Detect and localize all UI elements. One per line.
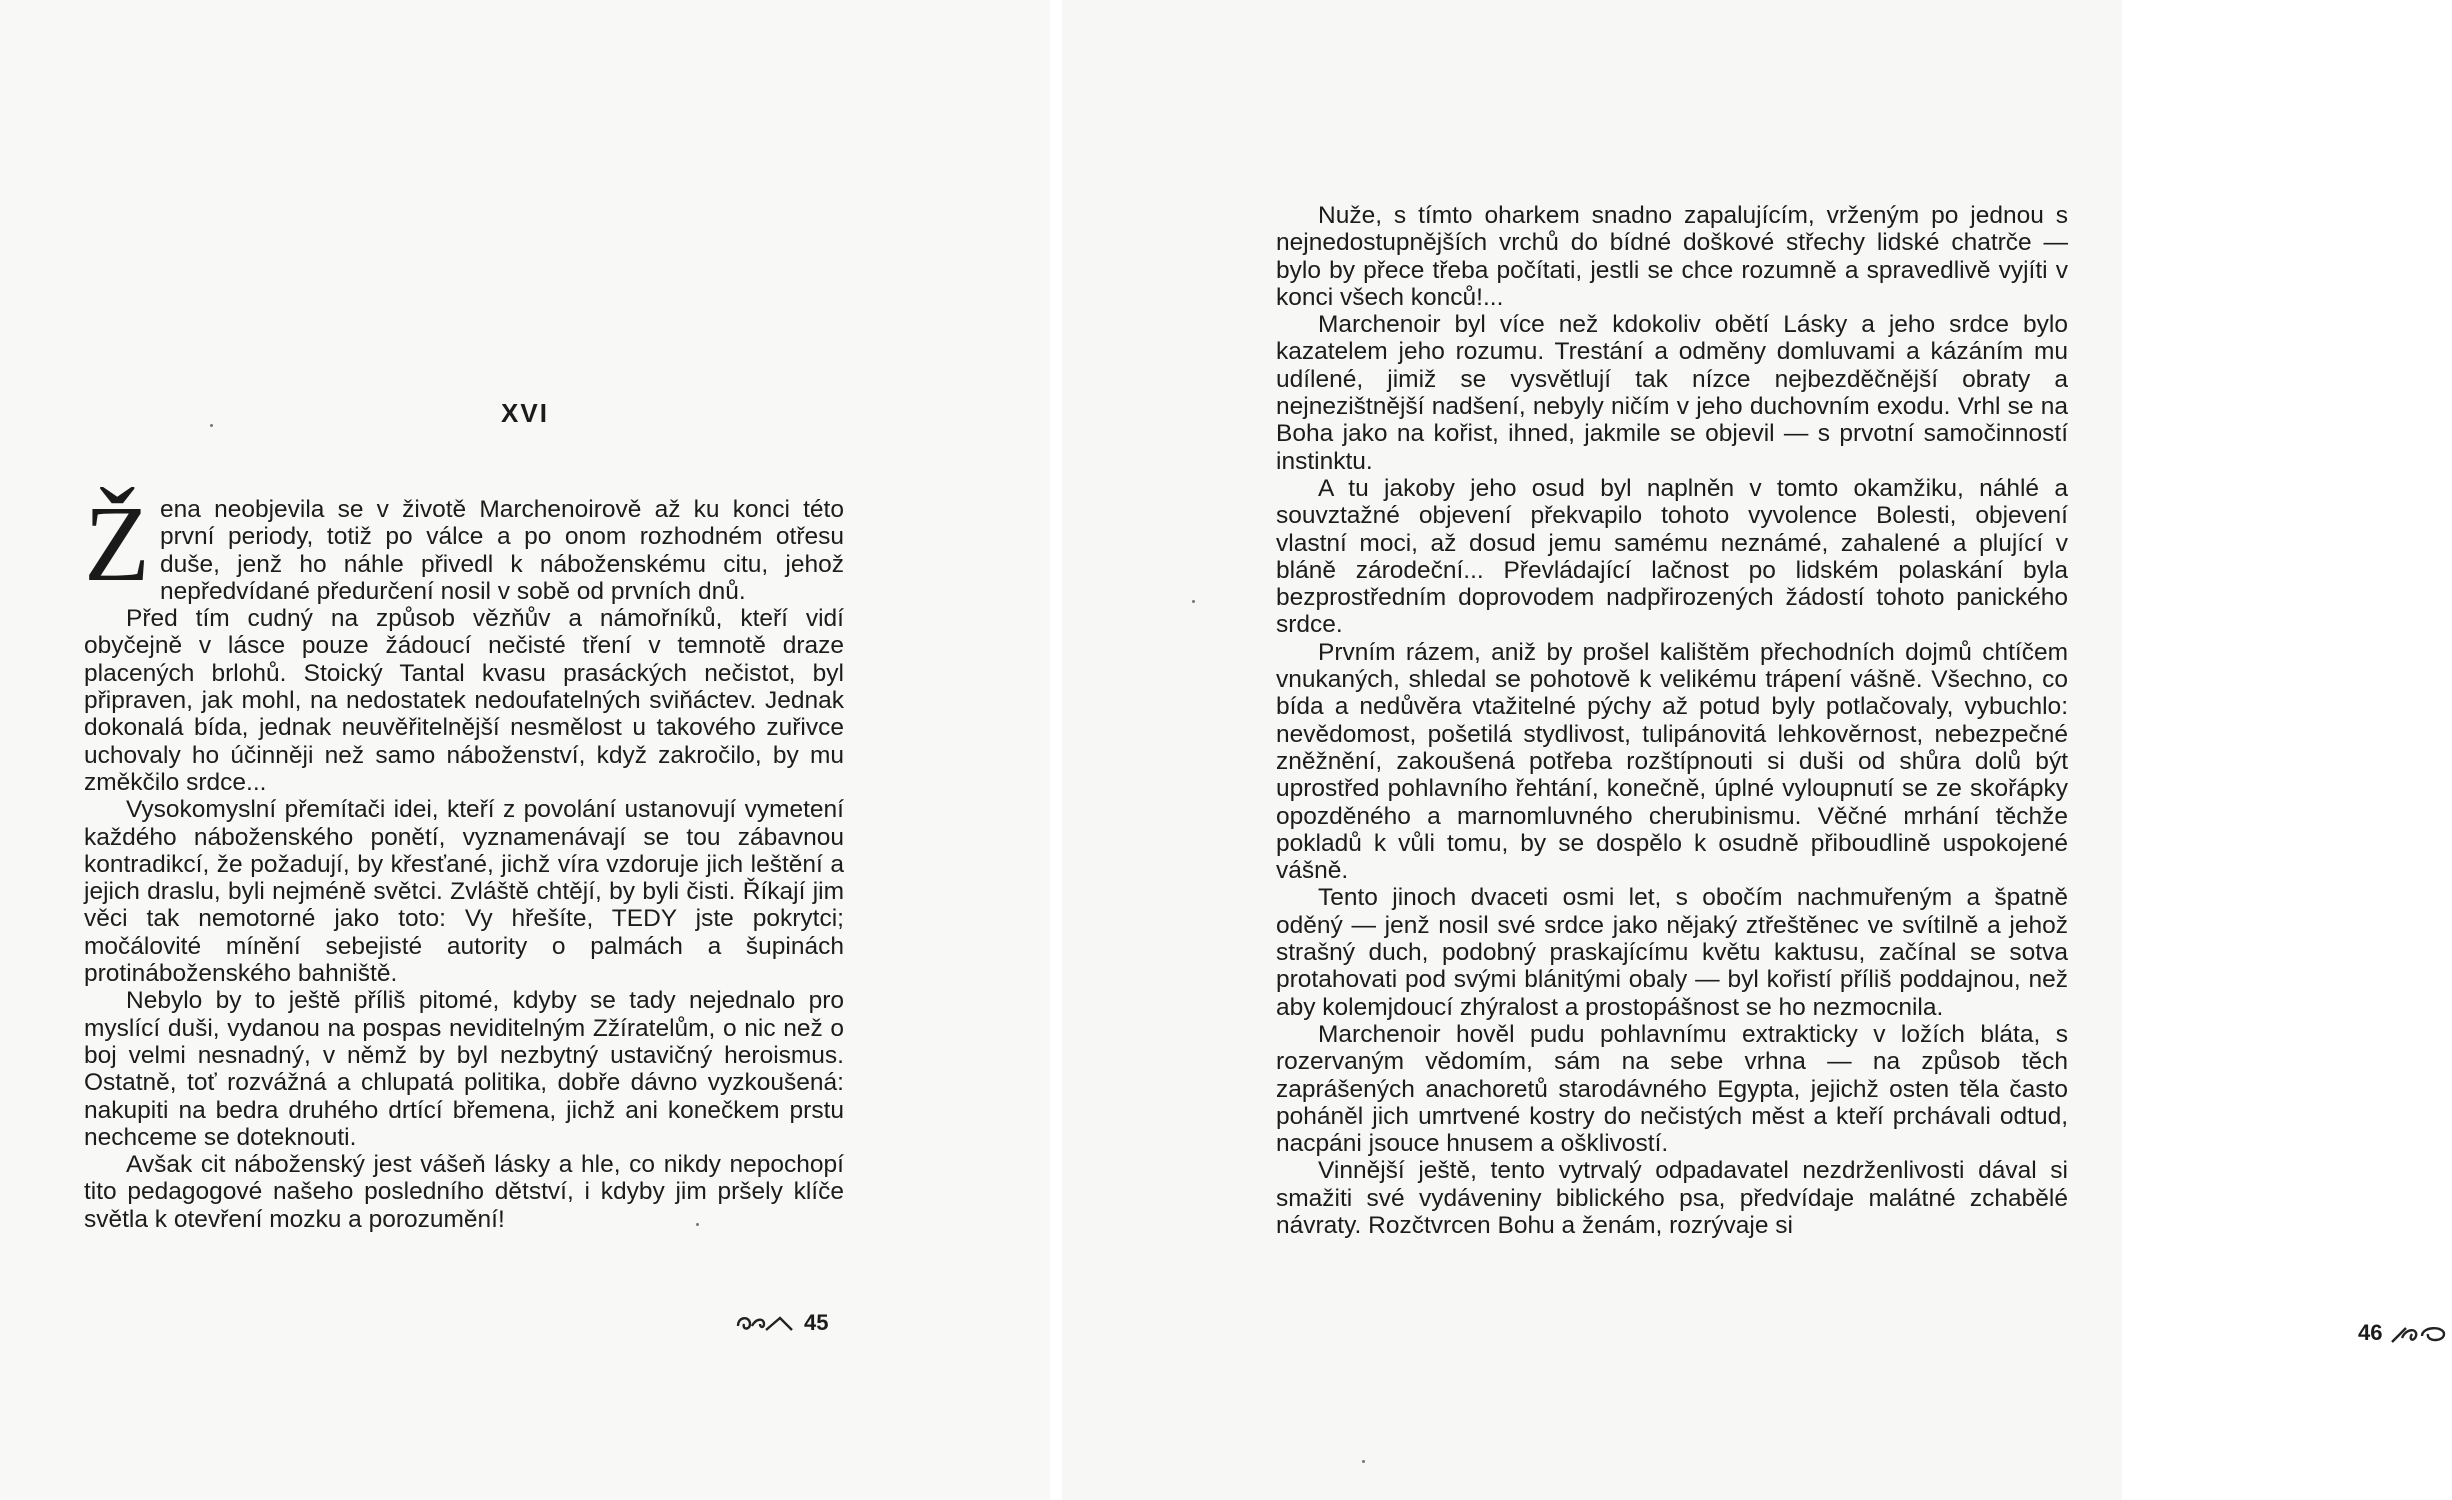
paragraph-3: Vysokomyslní přemítači idei, kteří z povolání ustanovují vymetení každého náboženského ponětí, vyznamenávají se tou zábavnou kontradikcí, že požadují, by křesťané, jichž víra vzdoruje jich leštění a jejich draslu, byli nejméně světci. Zvláště chtějí, by byli čisti. Říkají jim věci tak nemotorné jako toto: Vy hřešíte, TEDY jste pokrytci; močálovité mínění sebejisté autority o palmách a šupinách protináboženského bahniště.	[84, 796, 844, 988]
left-page-text	[84, 485, 844, 1233]
speck	[210, 424, 213, 427]
page-number-left	[734, 1310, 828, 1336]
paragraph-r7: Vinnější ještě, tento vytrvalý odpadavatel nezdrženlivosti dával si smažiti své vydáveniny biblického psa, předvídaje malátné zchabělé návraty. Rozčtvrcen Bohu a ženám, rozrývaje si	[1276, 1157, 2068, 1239]
ornament-icon	[2388, 1320, 2452, 1346]
drop-cap: Ž	[84, 485, 150, 604]
ornament-icon	[734, 1310, 798, 1336]
chapter-heading: XVI	[501, 398, 549, 428]
paragraph-5: Avšak cit náboženský jest vášeň lásky a hle, co nikdy nepochopí tito pedagogové našeho posledního dětství, i kdyby jim pršely klíče světla k otevření mozku a porozumění!	[84, 1151, 844, 1233]
page-number-45: 45	[804, 1310, 829, 1335]
speck	[1362, 1460, 1365, 1463]
paragraph-r1: Nuže, s tímto oharkem snadno zapalujícím, vrženým po jednou s nejnedostupnějších vrchů do bídné doškové střechy lidské chatrče — bylo by přece třeba počítati, jestli se chce rozumně a spravedlivě vyjíti v konci všech konců!...	[1276, 202, 2068, 311]
paragraph-1-text: ena neobjevila se v životě Marchenoirově až ku konci této první periody, totiž po válce a po onom rozhodném otřesu duše, jenž ho náhle přivedl k náboženskému citu, jehož nepředvídané předurčení nosil v sobě od prvních dnů.	[159, 496, 844, 605]
speck	[696, 1223, 699, 1226]
page-number-46: 46	[2358, 1320, 2383, 1345]
paragraph-r2: Marchenoir byl více než kdokoliv obětí Lásky a jeho srdce bylo kazatelem jeho rozumu. Trestání a odměny domluvami a kázáním mu udílené, jimiž se vysvětlují tak nízce nejbezděčnější obraty a nejnezištnější nadšení, nebyly ničím v jeho duchovním exodu. Vrhl se na Boha jako na kořist, ihned, jakmile se objevil — s prvotní samočinností instinktu.	[1276, 311, 2068, 475]
paragraph-r4: Prvním rázem, aniž by prošel kalištěm přechodních dojmů chtíčem vnukaných, shledal se pohotově k velikému trápení vášně. Všechno, co bída a nedůvěra vtažitelné pýchy až potud byly potlačovaly, vybuchlo: nevědomost, pošetilá stydlivost, tulipánovitá lehkověrnost, nebezpečné zněžnění, zakoušená potřeba rozštípnouti si duši od shůra dolů být uprostřed pohlavního řehtání, konečně, úplné vyloupnutí se ze skořápky opozděného a marnomluvného cherubinismu. Věčné mrhání těchže pokladů k vůli tomu, by se dospělo k osudně přiboudlině uspokojené vášně.	[1276, 638, 2068, 885]
book-gutter	[1050, 0, 1062, 1500]
paragraph-1	[84, 485, 844, 605]
right-page-text	[1276, 202, 2068, 1239]
paragraph-2: Před tím cudný na způsob vězňův a námořníků, kteří vidí obyčejně v lásce pouze žádoucí nečisté tření v temnotě draze placených brlohů. Stoický Tantal kvasu prasáckých nečistot, byl připraven, jak mohl, na nedostatek nedoufatelných sviňáctev. Jednak dokonalá bída, jednak neuvěřitelnější nesmělost u takového zuřivce uchovaly ho účinněji než samo náboženství, když zakročilo, by mu změkčilo srdce...	[84, 605, 844, 796]
paragraph-r5: Tento jinoch dvaceti osmi let, s obočím nachmuřeným a špatně oděný — jenž nosil své srdce jako nějaký ztřeštěnec ve svítilně a jehož strašný duch, podobný praskajícímu květu kaktusu, začínal se sotva protahovati pod svými blánitými obaly — byl kořistí příliš poddajnou, než aby kolemjdoucí zhýralost a prostopášnost se ho nezmocnila.	[1276, 884, 2068, 1021]
speck	[1192, 600, 1195, 603]
paragraph-r6: Marchenoir hověl pudu pohlavnímu extrakticky v ložích bláta, s rozervaným vědomím, sám na sebe vrhna — na způsob těch zaprášených anachoretů starodávného Egypta, jejichž osten těla často poháněl jich umrtvené kostry do nečistých měst a kteří prchávali odtud, nacpáni jsouce hnusem a ošklivostí.	[1276, 1020, 2068, 1158]
page-number-right	[2358, 1320, 2452, 1346]
left-page	[0, 0, 1050, 1500]
paragraph-4: Nebylo by to ještě příliš pitomé, kdyby se tady nejednalo pro myslící duši, vydanou na pospas neviditelným Zžíratelům, o nic než o boj velmi nesnadný, v němž by byl nezbytný ustavičný heroismus. Ostatně, toť rozvážná a chlupatá politika, dobře dávno vyzkoušená: nakupiti na bedra druhého drtící břemena, jichž ani konečkem prstu nechceme se doteknouti.	[84, 987, 844, 1151]
paragraph-r3: A tu jakoby jeho osud byl naplněn v tomto okamžiku, náhlé a souvztažné objevení překvapilo tohoto vyvolence Bolesti, objevení vlastní moci, až dosud jemu samému neznámé, zahalené a plující v bláně zárodeční... Převládající lačnost po lidském polaskání byla bezprostředním doprovodem nadpřirozených žádostí tohoto panického srdce.	[1276, 474, 2068, 639]
